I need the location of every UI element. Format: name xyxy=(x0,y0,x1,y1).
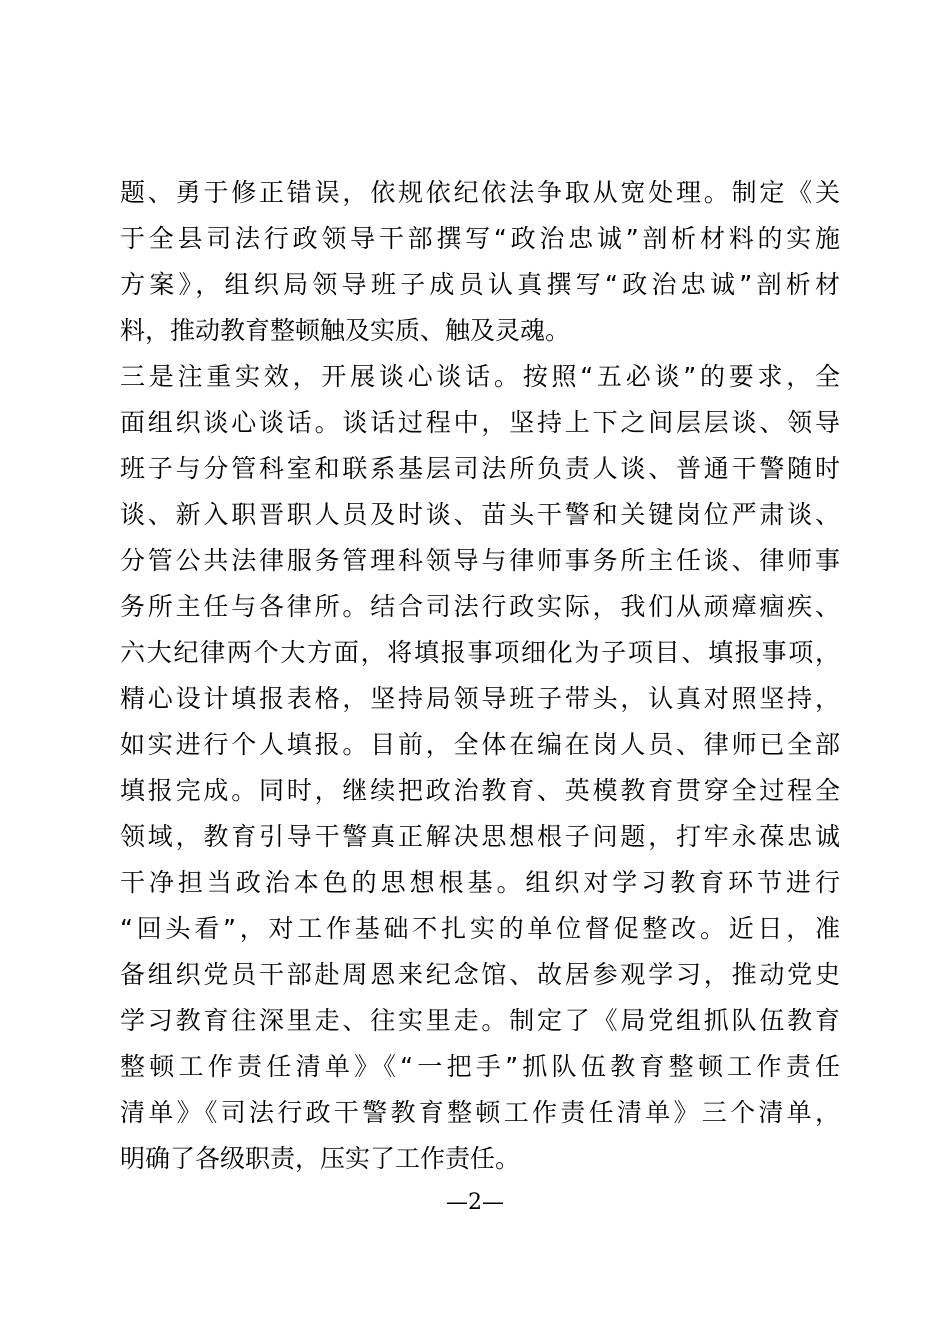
text-line: 于全县司法行政领导干部撰写“政治忠诚”剖析材料的实施 xyxy=(120,224,840,253)
text-line: 如实进行个人填报。目前，全体在编在岗人员、律师已全部 xyxy=(120,730,840,759)
body-text xyxy=(120,170,840,1182)
text-line: 领域，教育引导干警真正解决思想根子问题，打牢永葆忠诚 xyxy=(120,822,840,851)
text-line: 清单》《司法行政干警教育整顿工作责任清单》三个清单， xyxy=(120,1098,840,1127)
text-line: 分管公共法律服务管理科领导与律师事务所主任谈、律师事 xyxy=(120,546,840,575)
page-number: —2— xyxy=(446,1190,504,1215)
text-line: 学习教育往深里走、往实里走。制定了《局党组抓队伍教育 xyxy=(120,1006,840,1035)
text-line: 明确了各级职责，压实了工作责任。 xyxy=(120,1144,521,1173)
text-line: 料，推动教育整顿触及实质、触及灵魂。 xyxy=(120,316,571,345)
text-line: 六大纪律两个大方面，将填报事项细化为子项目、填报事项， xyxy=(120,638,840,667)
text-line: 填报完成。同时，继续把政治教育、英模教育贯穿全过程全 xyxy=(120,776,840,805)
text-line: 精心设计填报表格，坚持局领导班子带头，认真对照坚持， xyxy=(120,684,840,713)
text-line: 整顿工作责任清单》《“一把手”抓队伍教育整顿工作责任 xyxy=(120,1052,840,1081)
text-line: 面组织谈心谈话。谈话过程中，坚持上下之间层层谈、领导 xyxy=(120,408,840,437)
text-line: 干净担当政治本色的思想根基。组织对学习教育环节进行 xyxy=(120,868,840,897)
text-line: 方案》，组织局领导班子成员认真撰写“政治忠诚”剖析材 xyxy=(120,270,840,299)
text-line: 班子与分管科室和联系基层司法所负责人谈、普通干警随时 xyxy=(120,454,840,483)
text-line: 备组织党员干部赴周恩来纪念馆、故居参观学习，推动党史 xyxy=(120,960,840,989)
text-line: 题、勇于修正错误，依规依纪依法争取从宽处理。制定《关 xyxy=(120,178,840,207)
text-line: 三是注重实效，开展谈心谈话。按照“五必谈”的要求，全 xyxy=(120,362,840,391)
text-line: 务所主任与各律所。结合司法行政实际，我们从顽瘴痼疾、 xyxy=(120,592,840,621)
text-line: “回头看”，对工作基础不扎实的单位督促整改。近日，准 xyxy=(120,914,840,943)
text-line: 谈、新入职晋职人员及时谈、苗头干警和关键岗位严肃谈、 xyxy=(120,500,840,529)
